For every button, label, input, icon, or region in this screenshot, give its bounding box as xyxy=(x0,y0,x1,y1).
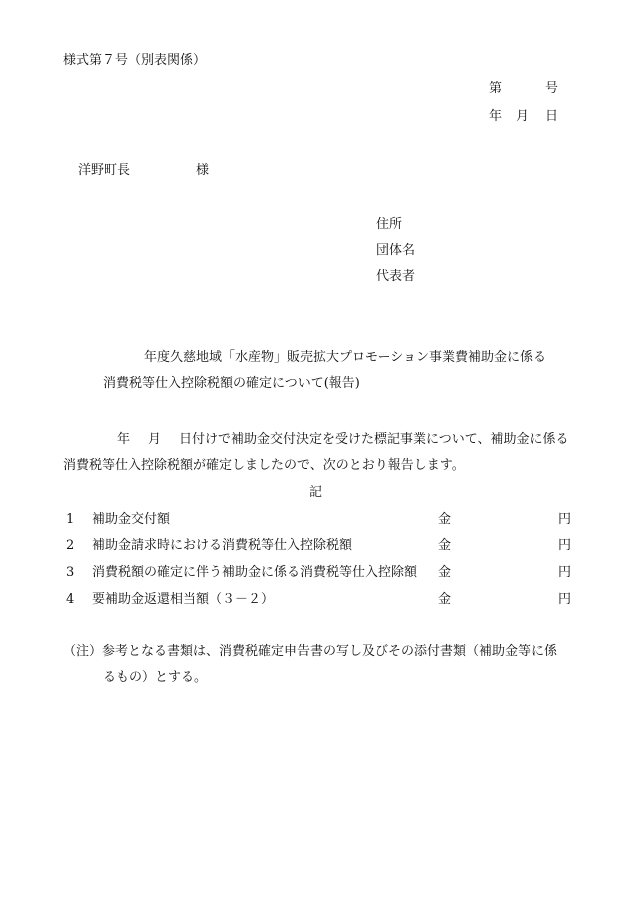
applicant-representative-label: 代表者 xyxy=(376,269,416,284)
form-number: 様式第７号（別表関係） xyxy=(63,53,207,68)
item-label: 要補助金返還相当額（３－２） xyxy=(92,592,275,607)
item-label: 補助金請求時における消費税等仕入控除税額 xyxy=(92,538,353,553)
doc-number-suffix: 号 xyxy=(545,81,559,96)
document-title-line2: 消費税等仕入控除税額の確定について(報告) xyxy=(103,376,360,391)
body-text-line1 xyxy=(117,431,569,449)
addressee-honorific: 様 xyxy=(196,163,210,178)
document-title-line1: 年度久慈地域「水産物」販売拡大プロモーション事業費補助金に係る xyxy=(144,350,546,365)
body-text-rest: 日付けで補助金交付決定を受けた標記事業について、補助金に係る xyxy=(179,432,569,447)
item-en-label: 円 xyxy=(558,538,572,553)
applicant-organization-label: 団体名 xyxy=(376,243,416,258)
date-year-label: 年 xyxy=(489,109,503,124)
item-number: 2 xyxy=(66,538,75,553)
body-year-label: 年 xyxy=(117,432,131,447)
body-text-line2: 消費税等仕入控除税額が確定しましたので、次のとおり報告します。 xyxy=(63,458,465,473)
item-label: 消費税額の確定に伴う補助金に係る消費税等仕入控除額 xyxy=(92,565,418,580)
item-kin-label: 金 xyxy=(438,565,452,580)
note-line1: （注）参考となる書類は、消費税確定申告書の写し及びその添付書類（補助金等に係 xyxy=(63,644,558,659)
item-kin-label: 金 xyxy=(438,512,452,527)
item-en-label: 円 xyxy=(558,512,572,527)
note-line2: るもの）とする。 xyxy=(103,670,208,685)
ki-heading: 記 xyxy=(309,485,323,500)
item-number: 1 xyxy=(66,512,75,527)
item-number: 3 xyxy=(66,565,75,580)
doc-number-prefix: 第 xyxy=(489,81,503,96)
applicant-address-label: 住所 xyxy=(376,217,403,232)
date-month-label: 月 xyxy=(516,109,530,124)
date-day-label: 日 xyxy=(545,109,559,124)
item-en-label: 円 xyxy=(558,592,572,607)
item-kin-label: 金 xyxy=(438,538,452,553)
item-en-label: 円 xyxy=(558,565,572,580)
addressee-name: 洋野町長 xyxy=(78,163,131,178)
item-number: 4 xyxy=(66,592,75,607)
item-kin-label: 金 xyxy=(438,592,452,607)
body-month-label: 月 xyxy=(148,432,162,447)
item-label: 補助金交付額 xyxy=(92,512,171,527)
